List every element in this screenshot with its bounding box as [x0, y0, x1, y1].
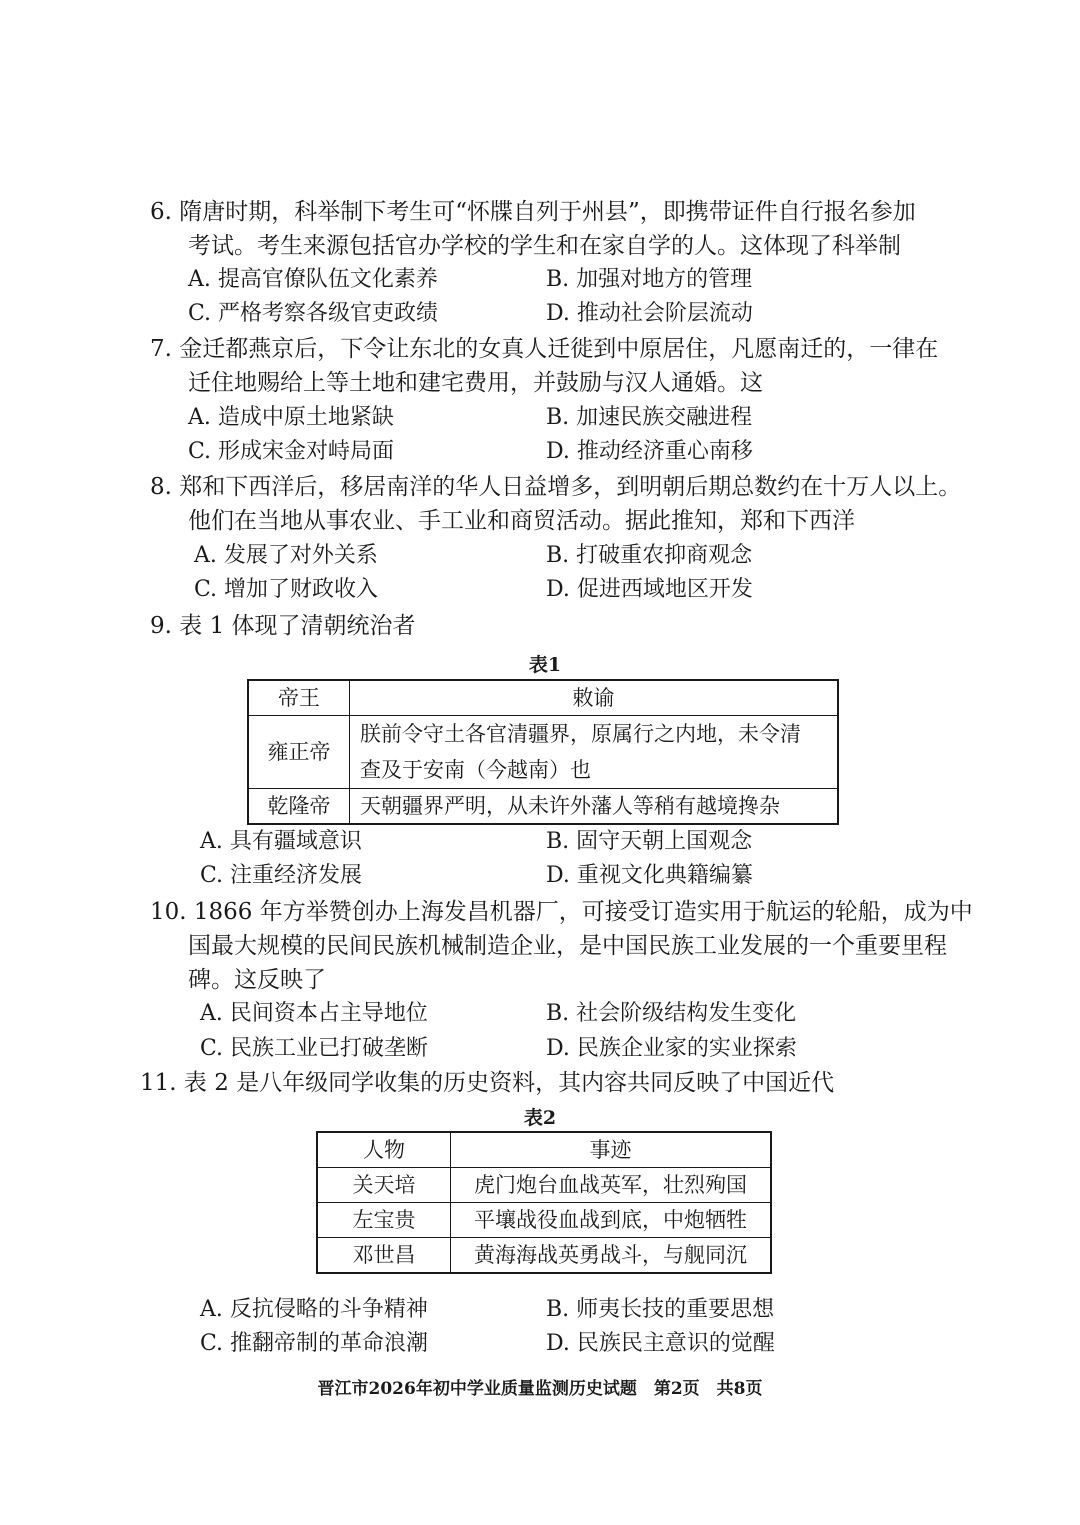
q8-stem-line2: 他们在当地从事农业、手工业和商贸活动。据此推知，郑和下西洋 — [188, 508, 855, 534]
q10-option-b: B. 社会阶级结构发生变化 — [546, 1001, 797, 1026]
table-row — [317, 1238, 771, 1274]
q10-option-d: D. 民族企业家的实业探索 — [546, 1036, 797, 1061]
table1 — [247, 679, 839, 825]
table1-cell-emperor: 乾隆帝 — [248, 789, 350, 825]
q8-option-d: D. 促进西域地区开发 — [546, 577, 753, 602]
q11-option-c: C. 推翻帝制的革命浪潮 — [200, 1331, 429, 1356]
table-row — [317, 1203, 771, 1238]
table1-caption: 表1 — [528, 654, 562, 676]
q8-number: 8. — [150, 474, 172, 500]
q10-option-c: C. 民族工业已打破垄断 — [200, 1036, 429, 1061]
table2-cell-deed: 虎门炮台血战英军，壮烈殉国 — [451, 1168, 772, 1203]
table2 — [316, 1131, 772, 1274]
q11-option-a: A. 反抗侵略的斗争精神 — [200, 1297, 428, 1322]
q10-option-a: A. 民间资本占主导地位 — [200, 1001, 428, 1026]
q11-option-d: D. 民族民主意识的觉醒 — [546, 1331, 775, 1356]
table2-cell-deed: 黄海海战英勇战斗，与舰同沉 — [451, 1238, 772, 1274]
q7-stem-line2: 迁住地赐给上等土地和建宅费用，并鼓励与汉人通婚。这 — [188, 370, 763, 396]
q10-number: 10. — [150, 899, 187, 925]
q8-stem-line1: 8. 郑和下西洋后，移居南洋的华人日益增多，到明朝后期总数约在十万人以上。 — [150, 470, 961, 504]
q7-option-c: C. 形成宋金对峙局面 — [188, 439, 395, 464]
q9-option-b: B. 固守天朝上国观念 — [546, 829, 753, 854]
table1-cell-edict: 天朝疆界严明，从未许外藩人等稍有越境搀杂 — [350, 789, 839, 825]
table1-cell-edict: 朕前令守土各官清疆界，原属行之内地，未令清 查及于安南（今越南）也 — [350, 716, 839, 789]
q10-stem-line3: 碑。这反映了 — [188, 967, 326, 993]
table1-cell-emperor: 雍正帝 — [248, 716, 350, 789]
q9-stem-line1: 9. 表 1 体现了清朝统治者 — [150, 609, 416, 643]
q6-stem-line2: 考试。考生来源包括官办学校的学生和在家自学的人。这体现了科举制 — [188, 233, 901, 259]
table-row — [248, 789, 838, 825]
page-footer: 晋江市2026年初中学业质量监测历史试题 第2页 共8页 — [317, 1379, 763, 1399]
q7-option-d: D. 推动经济重心南移 — [546, 439, 753, 464]
q9-option-c: C. 注重经济发展 — [200, 863, 363, 888]
q11-stem-line1: 11. 表 2 是八年级同学收集的历史资料，其内容共同反映了中国近代 — [140, 1066, 834, 1100]
table2-header-deed: 事迹 — [451, 1132, 772, 1168]
q10-stem-line2: 国最大规模的民间民族机械制造企业，是中国民族工业发展的一个重要里程 — [188, 933, 947, 959]
q11-option-b: B. 师夷长技的重要思想 — [546, 1297, 775, 1322]
table-row — [317, 1168, 771, 1203]
q11-number: 11. — [140, 1070, 177, 1096]
q6-stem-line1: 6. 隋唐时期，科举制下考生可“怀牒自列于州县”，即携带证件自行报名参加 — [150, 195, 916, 229]
q7-stem-line1: 7. 金迁都燕京后，下令让东北的女真人迁徙到中原居住，凡愿南迁的，一律在 — [150, 332, 938, 366]
q6-number: 6. — [150, 199, 172, 225]
table2-cell-person: 关天培 — [317, 1168, 451, 1203]
q10-stem-line1: 10. 1866 年方举赞创办上海发昌机器厂，可接受订造实用于航运的轮船，成为中 — [150, 895, 973, 929]
q6-option-d: D. 推动社会阶层流动 — [546, 301, 753, 326]
q7-number: 7. — [150, 336, 172, 362]
q7-option-b: B. 加速民族交融进程 — [546, 405, 753, 430]
q6-option-a: A. 提高官僚队伍文化素养 — [188, 267, 438, 292]
q6-option-c: C. 严格考察各级官吏政绩 — [188, 301, 439, 326]
table-row — [248, 716, 838, 789]
table1-header-emperor: 帝王 — [248, 680, 350, 716]
q6-option-b: B. 加强对地方的管理 — [546, 267, 753, 292]
q7-option-a: A. 造成中原土地紧缺 — [188, 405, 394, 430]
table1-header-edict: 敕谕 — [350, 680, 839, 716]
table2-cell-deed: 平壤战役血战到底，中炮牺牲 — [451, 1203, 772, 1238]
q9-number: 9. — [150, 613, 172, 639]
table2-cell-person: 邓世昌 — [317, 1238, 451, 1274]
table2-header-person: 人物 — [317, 1132, 451, 1168]
q8-option-a: A. 发展了对外关系 — [194, 543, 378, 568]
table2-caption: 表2 — [523, 1107, 557, 1129]
q9-option-d: D. 重视文化典籍编纂 — [546, 863, 753, 888]
q8-option-c: C. 增加了财政收入 — [194, 577, 379, 602]
q8-option-b: B. 打破重农抑商观念 — [546, 543, 753, 568]
table2-header-row — [317, 1132, 771, 1168]
table2-cell-person: 左宝贵 — [317, 1203, 451, 1238]
q9-option-a: A. 具有疆域意识 — [200, 829, 362, 854]
table1-header-row — [248, 680, 838, 716]
